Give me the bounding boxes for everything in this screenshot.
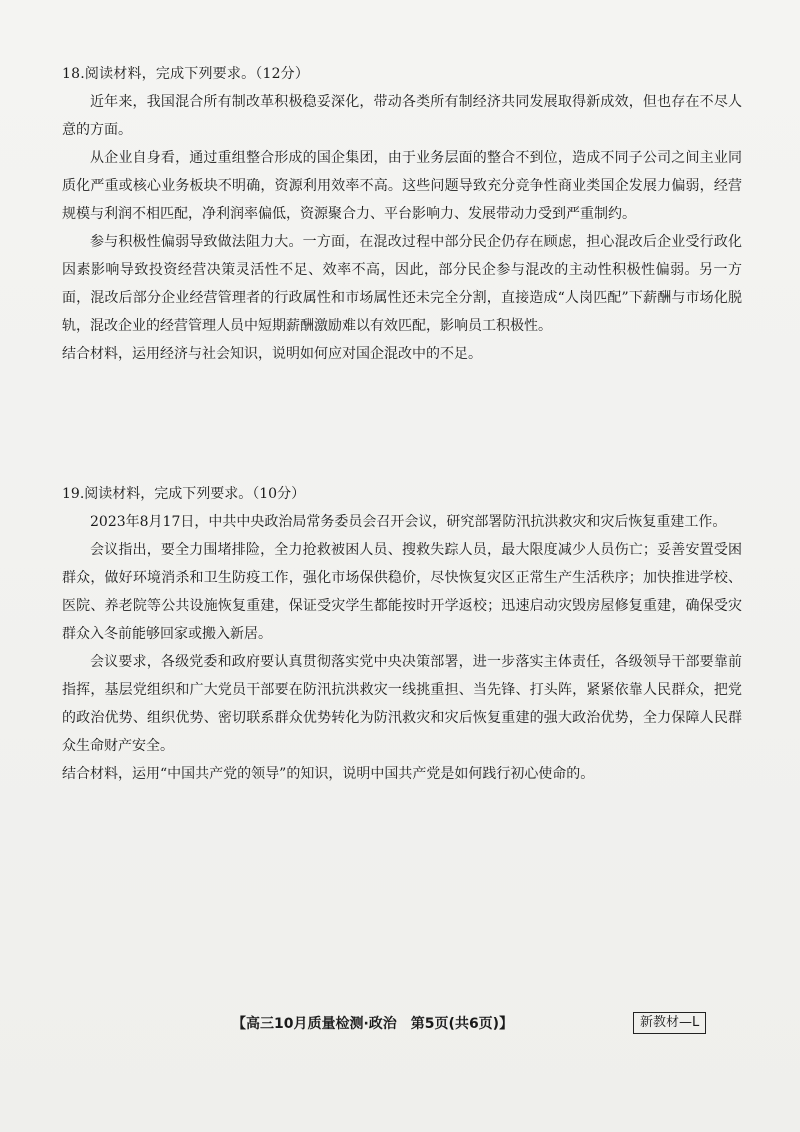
question-19-heading: 19.阅读材料，完成下列要求。（10分）: [62, 486, 306, 502]
page-content: [62, 60, 742, 788]
question-19: [62, 480, 742, 788]
edition-badge: 新教材—L: [633, 1012, 706, 1034]
question-18-heading: 18.阅读材料，完成下列要求。（12分）: [62, 66, 310, 82]
page-footer: [0, 1012, 800, 1036]
question-19-material-2: 会议指出，要全力围堵排险，全力抢救被困人员、搜救失踪人员，最大限度减少人员伤亡；妥善安置受困群众，做好环境消杀和卫生防疫工作，强化市场保供稳价，尽快恢复灾区正常生产生活秩序；加快推进学校、医院、养老院等公共设施恢复重建，保证受灾学生都能按时开学返校；迅速启动灾毁房屋修复重建，确保受灾群众入冬前能够回家或搬入新居。: [62, 542, 742, 642]
question-18-material-1: 近年来，我国混合所有制改革积极稳妥深化，带动各类所有制经济共同发展取得新成效，但也存在不尽人意的方面。: [62, 94, 742, 138]
question-19-material-1: 2023年8月17日，中共中央政治局常务委员会召开会议，研究部署防汛抗洪救灾和灾后恢复重建工作。: [90, 514, 727, 530]
question-18-material-2: 从企业自身看，通过重组整合形成的国企集团，由于业务层面的整合不到位，造成不同子公司之间主业同质化严重或核心业务板块不明确，资源利用效率不高。这些问题导致充分竞争性商业类国企发展力偏弱，经营规模与利润不相匹配，净利润率偏低，资源聚合力、平台影响力、发展带动力受到严重制约。: [62, 150, 742, 222]
question-19-material-3: 会议要求，各级党委和政府要认真贯彻落实党中央决策部署，进一步落实主体责任，各级领导干部要靠前指挥，基层党组织和广大党员干部要在防汛抗洪救灾一线挑重担、当先锋、打头阵，紧紧依靠人民群众，把党的政治优势、组织优势、密切联系群众优势转化为防汛救灾和灾后恢复重建的强大政治优势，全力保障人民群众生命财产安全。: [62, 654, 742, 754]
question-18-requirement: 结合材料，运用经济与社会知识，说明如何应对国企混改中的不足。: [62, 346, 482, 362]
question-18-material-3: 参与积极性偏弱导致做法阻力大。一方面，在混改过程中部分民企仍存在顾虑，担心混改后企业受行政化因素影响导致投资经营决策灵活性不足、效率不高，因此，部分民企参与混改的主动性积极性偏弱。另一方面，混改后部分企业经营管理者的行政属性和市场属性还未完全分割，直接造成“人岗匹配”下薪酬与市场化脱轨，混改企业的经营管理人员中短期薪酬激励难以有效匹配，影响员工积极性。: [62, 234, 742, 334]
question-19-requirement: 结合材料，运用“中国共产党的领导”的知识，说明中国共产党是如何践行初心使命的。: [62, 766, 595, 782]
question-18: [62, 60, 742, 368]
footer-page-info: 【高三10月质量检测·政治 第5页(共6页)】: [232, 1016, 514, 1032]
